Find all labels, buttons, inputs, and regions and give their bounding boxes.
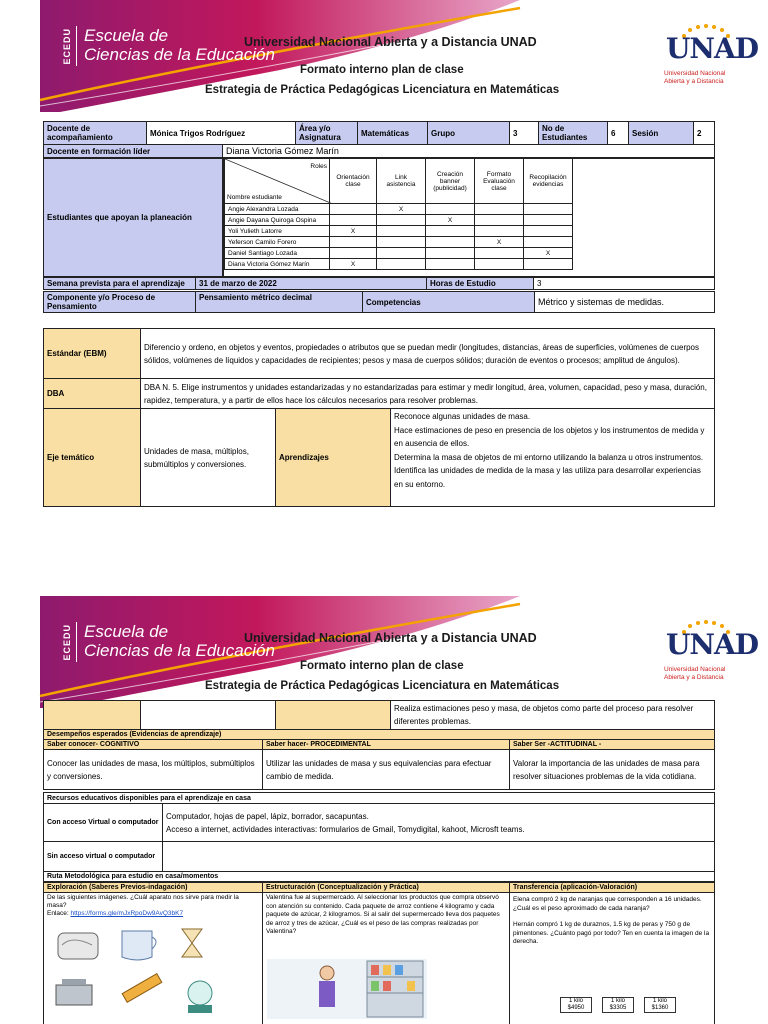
- supermarket-illustration: [267, 959, 427, 1019]
- logo-wordmark: UNAD: [666, 628, 759, 661]
- componente-table: [43, 291, 715, 313]
- horas-label: Horas de Estudio: [427, 278, 534, 290]
- student-row: [225, 237, 573, 248]
- estructuracion-heading: Estructuración (Conceptualización y Práctica): [263, 883, 510, 893]
- price-tags: [560, 997, 710, 1024]
- scale-icon: [56, 979, 92, 1005]
- estructuracion-text: Valentina fue al supermercado. Al seleccionar los productos que compra observó con atención su contenido. Cada paquete de arroz contiene 4 kilogramo y cada paquete de azúcar, 2 kilogramos. Si al salir del supermercado lleva dos paquetes de arroz y tres de azúcar, ¿Cuál es el peso de las compras realizadas por Valentina?: [266, 894, 500, 935]
- docente-value: Mónica Trigos Rodríguez: [147, 122, 296, 145]
- nombre-label: Nombre estudiante: [227, 194, 282, 201]
- apoyan-cell: [43, 158, 223, 277]
- eje-label: Eje temático: [44, 409, 141, 507]
- role-header: Orientación clase: [330, 159, 377, 204]
- recursos-table: [43, 792, 715, 882]
- role-mark: [475, 226, 524, 237]
- role-mark: [426, 259, 475, 270]
- cont-label-cell-2: [276, 701, 391, 730]
- school-line-2: Ciencias de la Educación: [84, 45, 275, 64]
- aprendizaje-item: Hace estimaciones de peso en presencia de los objetos y los instrumentos de medida y en ausencia de ellos.: [394, 425, 705, 448]
- ruler-icon: [122, 974, 162, 1003]
- saber-hacer-heading: Saber hacer- PROCEDIMENTAL: [263, 740, 510, 750]
- role-mark: [426, 204, 475, 215]
- student-name: Angie Alexandra Lozada: [225, 204, 330, 215]
- ecedu-tag: ECEDU: [62, 624, 72, 661]
- ser-text: Valorar la importancia de las unidades de masa para resolver situaciones problemas de la vida cotidiana.: [510, 750, 715, 790]
- saber-ser-heading: Saber Ser -ACTITUDINAL -: [510, 740, 715, 750]
- ecedu-tag: ECEDU: [62, 28, 72, 65]
- apoyan-label: Estudiantes que apoyan la planeación: [47, 213, 192, 222]
- school-line-1: Escuela de: [84, 622, 169, 641]
- info-table: [43, 121, 715, 145]
- shelf-icon: [367, 961, 423, 1017]
- con-acceso-label: Con acceso Virtual o computador: [44, 804, 163, 842]
- price-tag: 1 kilo $4950: [560, 997, 592, 1013]
- logo-sub-line-1: Universidad Nacional: [664, 666, 726, 673]
- hacer-text: Utilizar las unidades de masa y sus equivalencias para efectuar cambio de medida.: [263, 750, 510, 790]
- transferencia-heading: Transferencia (aplicación-Valoración): [510, 883, 715, 893]
- roles-corner: [225, 159, 330, 204]
- cont-empty-cell: [141, 701, 276, 730]
- dba-label: DBA: [44, 379, 141, 409]
- student-name: Yoli Yulieth Latorre: [225, 226, 330, 237]
- role-mark: [475, 204, 524, 215]
- tape-measure-icon: [58, 933, 98, 959]
- role-mark: X: [330, 259, 377, 270]
- student-row: [225, 259, 573, 270]
- student-name: Angie Dayana Quiroga Ospina: [225, 215, 330, 226]
- role-mark: X: [426, 215, 475, 226]
- role-mark: [377, 226, 426, 237]
- num-est-label: No de Estudiantes: [539, 122, 608, 145]
- page-2: [0, 596, 768, 1024]
- logo-sub-line-2: Abierta y a Distancia: [664, 673, 724, 681]
- con-acceso-line: Computador, hojas de papel, lápiz, borrador, sacapuntas.: [166, 811, 369, 821]
- price-tag: 1 kilo $1360: [644, 997, 676, 1013]
- estructuracion-cell: [263, 893, 510, 1024]
- exploracion-link-row: [47, 910, 259, 918]
- sesion-label: Sesión: [629, 122, 694, 145]
- sesion-value: 2: [694, 122, 715, 145]
- lider-label: Docente en formación líder: [44, 145, 223, 158]
- role-header: Link asistencia: [377, 159, 426, 204]
- role-mark: [524, 237, 573, 248]
- con-acceso-text: [163, 804, 715, 842]
- student-row: [225, 226, 573, 237]
- ruta-heading: Ruta Metodológica para estudio en casa/momentos: [44, 872, 715, 882]
- strategy-title: Estrategia de Práctica Pedagógicas Licenciatura en Matemáticas: [205, 84, 560, 96]
- aprendizajes-list: [391, 409, 715, 507]
- competencias-label: Competencias: [363, 292, 535, 313]
- area-value: Matemáticas: [358, 122, 428, 145]
- unad-logo: [662, 22, 759, 92]
- format-title: Formato interno plan de clase: [300, 660, 464, 672]
- logo-sub-line-1: Universidad Nacional: [664, 70, 726, 77]
- lider-table: [43, 144, 715, 158]
- aprendizaje-item: Identifica las unidades de medida de la masa y las utiliza para desarrollar experiencias en su entorno.: [394, 466, 701, 489]
- semana-value: 31 de marzo de 2022: [196, 278, 427, 290]
- sin-acceso-label: Sin acceso virtual o computador: [44, 842, 163, 872]
- role-mark: X: [330, 226, 377, 237]
- header-banner: [0, 0, 768, 112]
- student-row: [225, 215, 573, 226]
- roles-table: [224, 158, 573, 270]
- logo-wordmark: UNAD: [666, 32, 759, 65]
- ecedu-divider: [76, 622, 77, 662]
- form-link[interactable]: https://forms.gle/mJxRpoDw9AvQ3bK7: [70, 910, 184, 917]
- role-mark: [426, 237, 475, 248]
- role-mark: [475, 259, 524, 270]
- role-header: Recopilación evidencias: [524, 159, 573, 204]
- estandar-value: Diferencio y ordeno, en objetos y eventos, propiedades o atributos que se puedan medir (longitudes, distancias, áreas de superficies, volúmenes de cuerpos sólidos, volúmenes de líquidos y capacidades de recipientes; pesos y masa de cuerpos sólidos; duración de eventos o procesos; amplitud de ángulos).: [141, 329, 715, 379]
- role-header: Creación banner (publicidad): [426, 159, 475, 204]
- role-mark: [524, 259, 573, 270]
- student-row: [225, 248, 573, 259]
- student-name: Diana Victoria Gómez Marín: [225, 259, 330, 270]
- student-row: [225, 204, 573, 215]
- role-mark: [475, 215, 524, 226]
- role-mark: [524, 226, 573, 237]
- lider-value: Diana Victoria Gómez Marín: [223, 145, 715, 158]
- role-mark: [475, 248, 524, 259]
- university-title: Universidad Nacional Abierta y a Distancia UNAD: [244, 35, 537, 49]
- strategy-title: Estrategia de Práctica Pedagógicas Licenciatura en Matemáticas: [205, 680, 560, 692]
- recursos-heading: Recursos educativos disponibles para el aprendizaje en casa: [44, 793, 715, 804]
- pitcher-icon: [122, 931, 156, 960]
- role-header: Formato Evaluación clase: [475, 159, 524, 204]
- cont-text: Realiza estimaciones peso y masa, de objetos como parte del proceso para resolver diferentes problemas.: [391, 701, 715, 730]
- role-mark: [377, 215, 426, 226]
- logo-sub-line-2: Abierta y a Distancia: [664, 77, 724, 85]
- school-line-2: Ciencias de la Educación: [84, 641, 275, 660]
- roles-label: Roles: [310, 163, 327, 170]
- desempenos-heading: Desempeños esperados (Evidencias de aprendizaje): [44, 730, 715, 740]
- semana-table: [43, 277, 715, 290]
- role-mark: X: [524, 248, 573, 259]
- grupo-value: 3: [510, 122, 539, 145]
- docente-label: Docente de acompañamiento: [44, 122, 147, 145]
- unad-logo: [662, 618, 759, 688]
- transferencia-text-2: Hernán compró 1 kg de duraznos, 1.5 kg de peras y 750 g de pimentones. ¿Cuánto pagó por todo? Ten en cuenta la imagen de la derecha.: [513, 921, 710, 945]
- cont-label-cell: [44, 701, 141, 730]
- link-label: Enlace:: [47, 910, 71, 917]
- format-title: Formato interno plan de clase: [300, 64, 464, 76]
- logo-subtitle: [664, 70, 725, 85]
- role-mark: [377, 248, 426, 259]
- area-label: Área y/o Asignatura: [296, 122, 358, 145]
- continuation-table: [43, 700, 715, 730]
- exploracion-text: De las siguientes imágenes. ¿Cuál aparato nos sirve para medir la masa?: [47, 894, 239, 909]
- role-mark: [426, 248, 475, 259]
- role-mark: [330, 204, 377, 215]
- standards-table: [43, 328, 715, 507]
- conocer-text: Conocer las unidades de masa, los múltiplos, submúltiplos y conversiones.: [44, 750, 263, 790]
- competencias-value: Métrico y sistemas de medidas.: [535, 292, 715, 313]
- role-mark: [426, 226, 475, 237]
- componente-label: Componente y/o Proceso de Pensamiento: [44, 292, 196, 313]
- semana-label: Semana prevista para el aprendizaje: [44, 278, 196, 290]
- componente-value: Pensamiento métrico decimal: [196, 292, 363, 313]
- role-mark: [377, 259, 426, 270]
- estandar-label: Estándar (EBM): [44, 329, 141, 379]
- aprendizaje-item: Reconoce algunas unidades de masa.: [394, 412, 531, 421]
- role-mark: [330, 215, 377, 226]
- sin-acceso-value: [163, 842, 715, 872]
- ruta-table: [43, 882, 715, 1024]
- measurement-tools-images: [52, 925, 252, 1024]
- grupo-label: Grupo: [428, 122, 510, 145]
- role-mark: [330, 248, 377, 259]
- ecedu-divider: [76, 26, 77, 66]
- dba-value: DBA N. 5. Elige instrumentos y unidades estandarizadas y no estandarizadas para estimar y medir longitud, área, volumen, capacidad, peso y masa, duración, rapidez, temperatura, y a partir de ellos hace los cálculos necesarios para resolver problemas.: [141, 379, 715, 409]
- saber-conocer-heading: Saber conocer- COGNITIVO: [44, 740, 263, 750]
- horas-value: 3: [534, 278, 715, 290]
- exploracion-cell: [44, 893, 263, 1024]
- desempenos-table: [43, 729, 715, 790]
- exploracion-heading: Exploración (Saberes Previos-indagación): [44, 883, 263, 893]
- kitchen-scale-icon: [188, 981, 212, 1013]
- student-name: Yeferson Camilo Forero: [225, 237, 330, 248]
- shopper-icon: [319, 966, 335, 1007]
- aprendizajes-label: Aprendizajes: [276, 409, 391, 507]
- con-acceso-line: Acceso a internet, actividades interactivas: formularios de Gmail, Tomydigital, kahoot, Microsft teams.: [166, 824, 525, 834]
- student-name: Daniel Santiago Lozada: [225, 248, 330, 259]
- university-title: Universidad Nacional Abierta y a Distancia UNAD: [244, 631, 537, 645]
- eje-value: Unidades de masa, múltiplos, submúltiplos y conversiones.: [141, 409, 276, 507]
- logo-subtitle: [664, 666, 725, 681]
- school-line-1: Escuela de: [84, 26, 169, 45]
- price-tag: 1 kilo $3305: [602, 997, 634, 1013]
- role-mark: X: [475, 237, 524, 248]
- transferencia-cell: [510, 893, 715, 1024]
- aprendizaje-item: Determina la masa de objetos de mi entorno utilizando la balanza u otros instrumentos.: [394, 452, 704, 462]
- num-est-value: 6: [608, 122, 629, 145]
- role-mark: X: [377, 204, 426, 215]
- role-mark: [377, 237, 426, 248]
- role-mark: [524, 215, 573, 226]
- header-banner: [0, 596, 768, 708]
- role-mark: [524, 204, 573, 215]
- hourglass-icon: [182, 929, 202, 957]
- role-mark: [330, 237, 377, 248]
- transferencia-text-1: Elena compró 2 kg de naranjas que corresponden a 16 unidades. ¿Cuál es el peso aproximado de cada naranja?: [513, 896, 702, 912]
